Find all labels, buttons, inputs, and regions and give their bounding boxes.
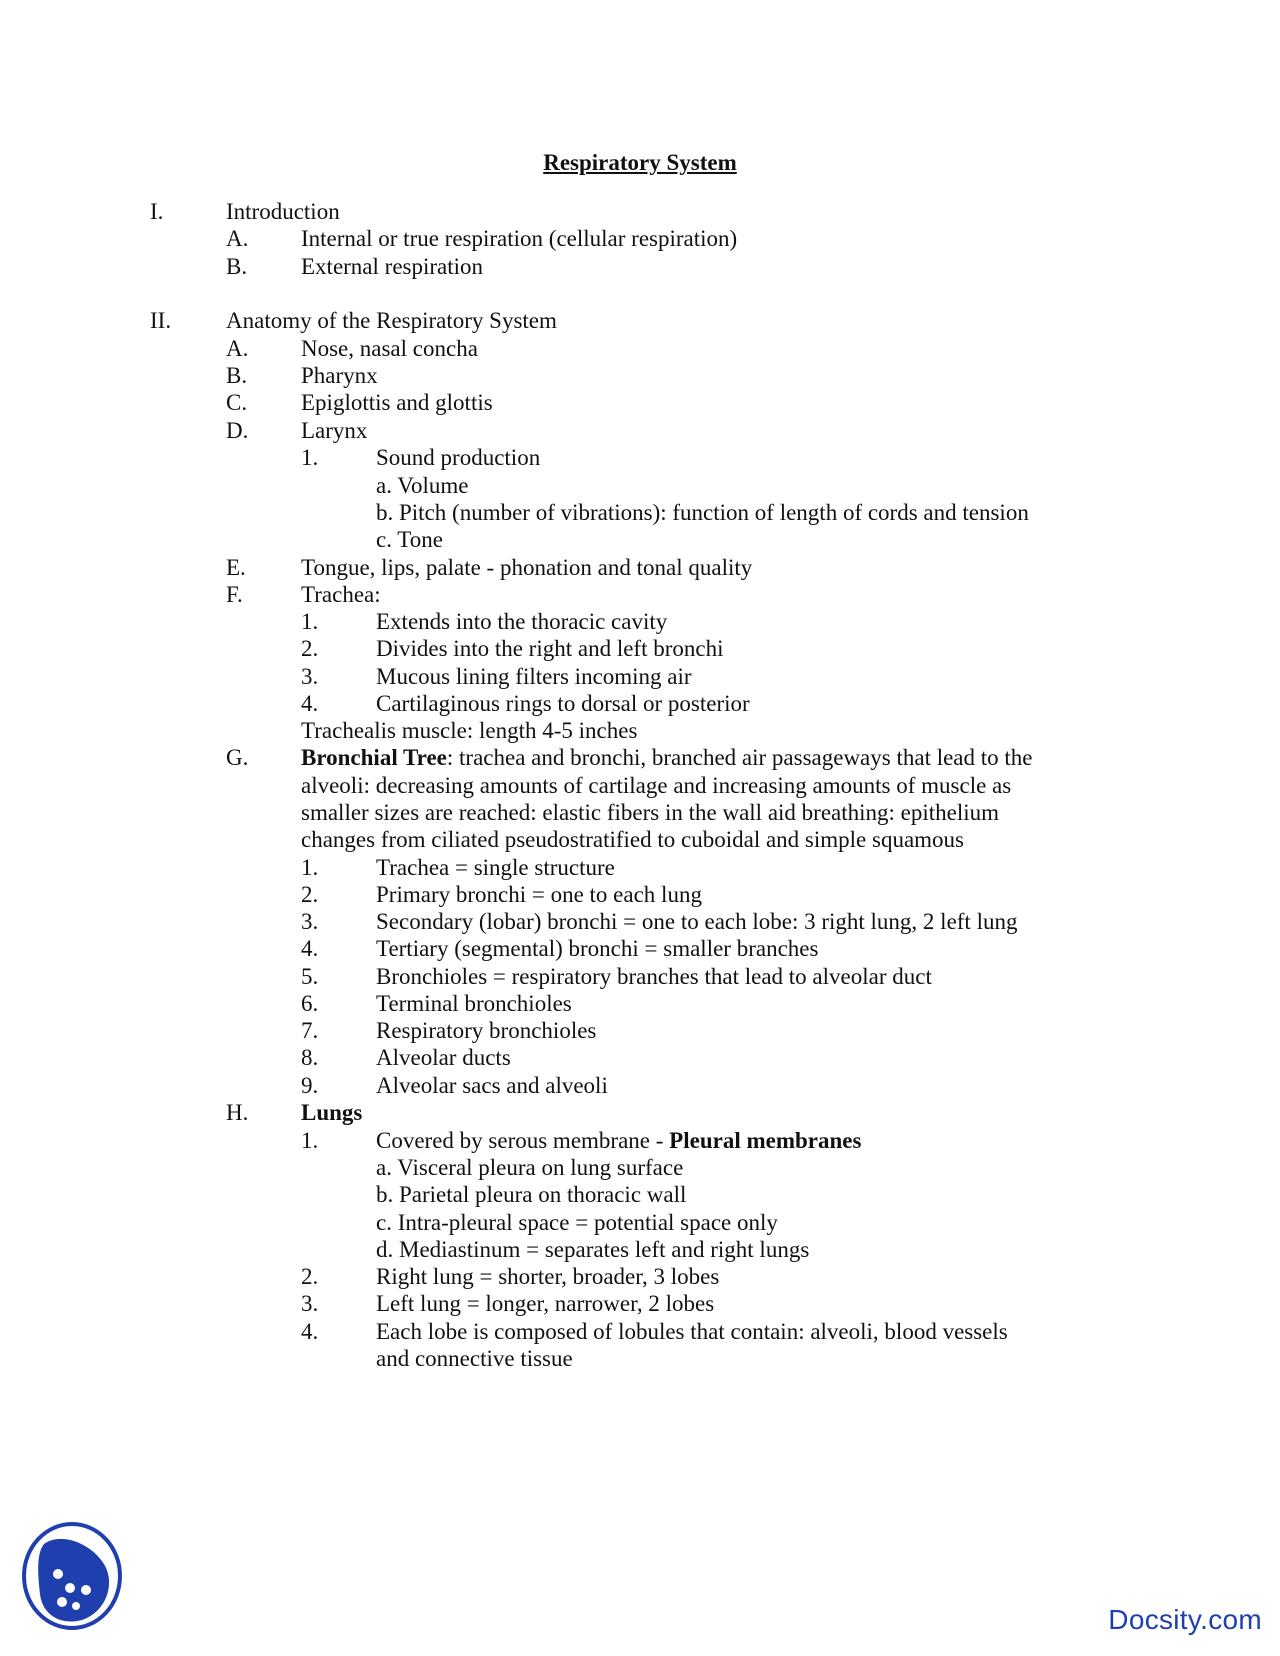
bold-term: Lungs — [301, 1100, 363, 1125]
bold-term: Bronchial Tree — [301, 745, 447, 770]
page-title: Respiratory System — [543, 150, 737, 175]
section-title: Anatomy of the Respiratory System — [226, 308, 557, 333]
section-title: Introduction — [226, 199, 340, 224]
section-numeral: I. — [150, 199, 164, 224]
docsity-logo-icon — [20, 1518, 132, 1634]
docsity-brand-link[interactable]: Docsity.com — [1108, 1604, 1262, 1635]
section-numeral: II. — [150, 308, 172, 333]
bold-term: Pleural membranes — [669, 1128, 862, 1153]
